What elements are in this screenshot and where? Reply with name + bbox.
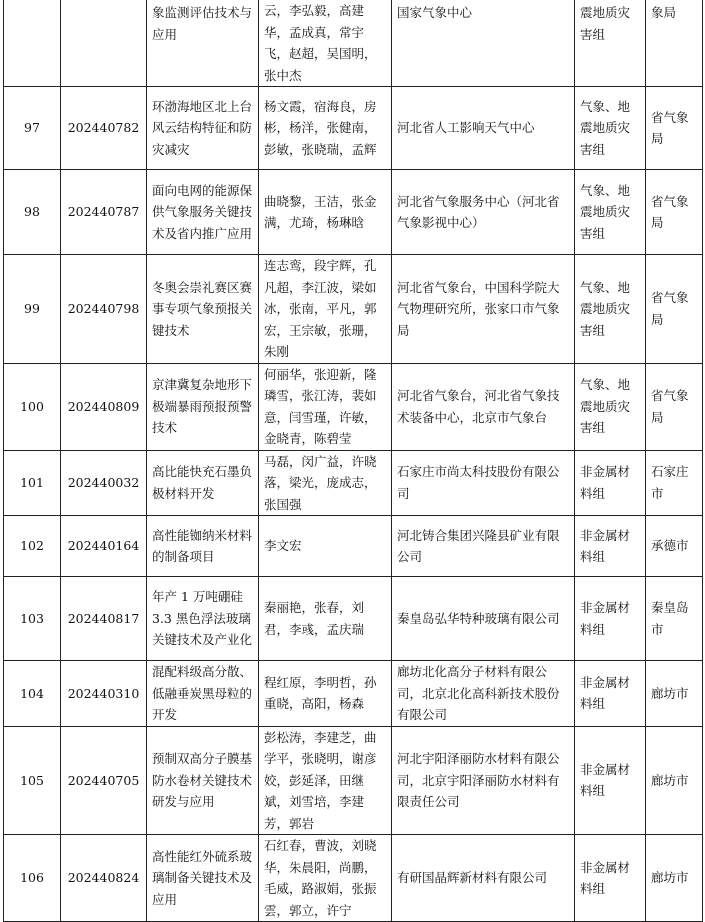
- project-members: 连志鸾，段宇辉，孔凡超，李江波，梁如冰，张南，平凡，郭宏，王宗敏，张珊，朱刚: [259, 255, 392, 364]
- project-title: 面向电网的能源保供气象服务关键技术及省内推广应用: [147, 170, 259, 255]
- table-row: [4, 450, 703, 516]
- review-group: 非金属材料组: [575, 516, 646, 577]
- project-unit: 廊坊北化高分子材料有限公司，北京北化高科新技术股份有限公司: [392, 661, 575, 727]
- review-group: 气象、地震地质灾害组: [575, 170, 646, 255]
- project-members: 何丽华，张迎新，隆璘雪，张江涛，裴如意，闫雪瑾，许敏，金晓青，陈碧莹: [259, 363, 392, 450]
- recommending-unit: 省气象局: [646, 255, 703, 364]
- row-number: 100: [4, 363, 61, 450]
- table-row: [4, 835, 703, 922]
- table-row: [4, 255, 703, 364]
- row-number: 105: [4, 726, 61, 835]
- project-members: 杨文霞，宿海良，房彬，杨洋，张健南，彭敏，张晓瑞，孟辉: [259, 87, 392, 170]
- recommending-unit: 省气象局: [646, 170, 703, 255]
- project-code: 202440705: [61, 726, 147, 835]
- project-title: 冬奥会崇礼赛区赛事专项气象预报关键技术: [147, 255, 259, 364]
- recommending-unit: 省气象局: [646, 87, 703, 170]
- recommending-unit: 省气象局: [646, 363, 703, 450]
- project-title: 高性能铷纳米材料的制备项目: [147, 516, 259, 577]
- project-title: 年产 1 万吨硼硅 3.3 黑色浮法玻璃关键技术及产业化: [147, 577, 259, 661]
- row-number: 102: [4, 516, 61, 577]
- review-group: 非金属材料组: [575, 450, 646, 516]
- table-row: [4, 0, 703, 87]
- review-group: 气象、地震地质灾害组: [575, 255, 646, 364]
- review-group: 气象、地震地质灾害组: [575, 87, 646, 170]
- project-members: 马磊，闵广益，许晓落，梁光，庞成志，张国强: [259, 450, 392, 516]
- project-code: [61, 0, 147, 87]
- recommending-unit: 廊坊市: [646, 661, 703, 727]
- row-number: 99: [4, 255, 61, 364]
- review-group: 非金属材料组: [575, 726, 646, 835]
- project-code: 202440817: [61, 577, 147, 661]
- row-number: 98: [4, 170, 61, 255]
- row-number: 106: [4, 835, 61, 922]
- project-members: 石红春，曹波，刘晓华，朱晨阳，尚鹏，毛威，路淑娟，张振雲，郭立，许宁: [259, 835, 392, 922]
- project-code: 202440787: [61, 170, 147, 255]
- project-members: 秦丽艳，张春，刘君，李彧，孟庆瑞: [259, 577, 392, 661]
- project-title: 高性能红外硫系玻璃制备关键技术及应用: [147, 835, 259, 922]
- project-code: 202440824: [61, 835, 147, 922]
- project-code: 202440782: [61, 87, 147, 170]
- project-code: 202440164: [61, 516, 147, 577]
- table-row: [4, 170, 703, 255]
- project-title: 环渤海地区北上台风云结构特征和防灾减灾: [147, 87, 259, 170]
- project-code: 202440032: [61, 450, 147, 516]
- row-number: 97: [4, 87, 61, 170]
- project-code: 202440798: [61, 255, 147, 364]
- project-unit: 河北省气象台，中国科学院大气物理研究所，张家口市气象局: [392, 255, 575, 364]
- project-unit: 秦皇岛弘华特种玻璃有限公司: [392, 577, 575, 661]
- project-title: 混配料级高分散、低融垂炭黑母粒的开发: [147, 661, 259, 727]
- project-title: 京津冀复杂地形下极端暴雨预报预警技术: [147, 363, 259, 450]
- project-unit: 有研国晶辉新材料有限公司: [392, 835, 575, 922]
- table-row: [4, 516, 703, 577]
- table-row: [4, 726, 703, 835]
- row-number: 103: [4, 577, 61, 661]
- project-unit: 河北宇阳泽丽防水材料有限公司，北京宇阳泽丽防水材料有限责任公司: [392, 726, 575, 835]
- table-row: [4, 87, 703, 170]
- row-number: 101: [4, 450, 61, 516]
- recommending-unit: 廊坊市: [646, 835, 703, 922]
- recommending-unit: 承德市: [646, 516, 703, 577]
- project-unit: 河北省人工影响天气中心: [392, 87, 575, 170]
- project-members: 曲晓黎，王洁，张金满，尤琦，杨琳晗: [259, 170, 392, 255]
- project-unit: 河北铸合集团兴隆县矿业有限公司: [392, 516, 575, 577]
- table-row: [4, 363, 703, 450]
- recommending-unit: 象局: [646, 0, 703, 87]
- review-group: 非金属材料组: [575, 835, 646, 922]
- table-row: [4, 577, 703, 661]
- project-members: 云，李弘毅，高建华，孟成真，常宇飞，赵超，吴国明，张中杰: [259, 0, 392, 87]
- project-code: 202440310: [61, 661, 147, 727]
- row-number: [4, 0, 61, 87]
- project-members: 程红原，李明哲，孙重晓，高阳，杨森: [259, 661, 392, 727]
- project-unit: 河北省气象服务中心（河北省气象影视中心）: [392, 170, 575, 255]
- project-members: 李文宏: [259, 516, 392, 577]
- recommending-unit: 廊坊市: [646, 726, 703, 835]
- project-members: 彭松涛，李建芝，曲学平，张晓明，谢彦姣，彭延泽，田继斌，刘雪培，李建芳，郭岩: [259, 726, 392, 835]
- row-number: 104: [4, 661, 61, 727]
- project-title: 预制双高分子膜基防水卷材关键技术研发与应用: [147, 726, 259, 835]
- table-row: [4, 661, 703, 727]
- project-code: 202440809: [61, 363, 147, 450]
- review-group: 非金属材料组: [575, 577, 646, 661]
- recommending-unit: 秦皇岛市: [646, 577, 703, 661]
- recommending-unit: 石家庄市: [646, 450, 703, 516]
- review-group: 非金属材料组: [575, 661, 646, 727]
- project-title: 象监测评估技术与应用: [147, 0, 259, 87]
- award-table: [3, 0, 703, 922]
- project-unit: 石家庄市尚太科技股份有限公司: [392, 450, 575, 516]
- review-group: 震地质灾害组: [575, 0, 646, 87]
- review-group: 气象、地震地质灾害组: [575, 363, 646, 450]
- project-title: 高比能快充石墨负极材料开发: [147, 450, 259, 516]
- project-unit: 国家气象中心: [392, 0, 575, 87]
- project-unit: 河北省气象台，河北省气象技术装备中心，北京市气象台: [392, 363, 575, 450]
